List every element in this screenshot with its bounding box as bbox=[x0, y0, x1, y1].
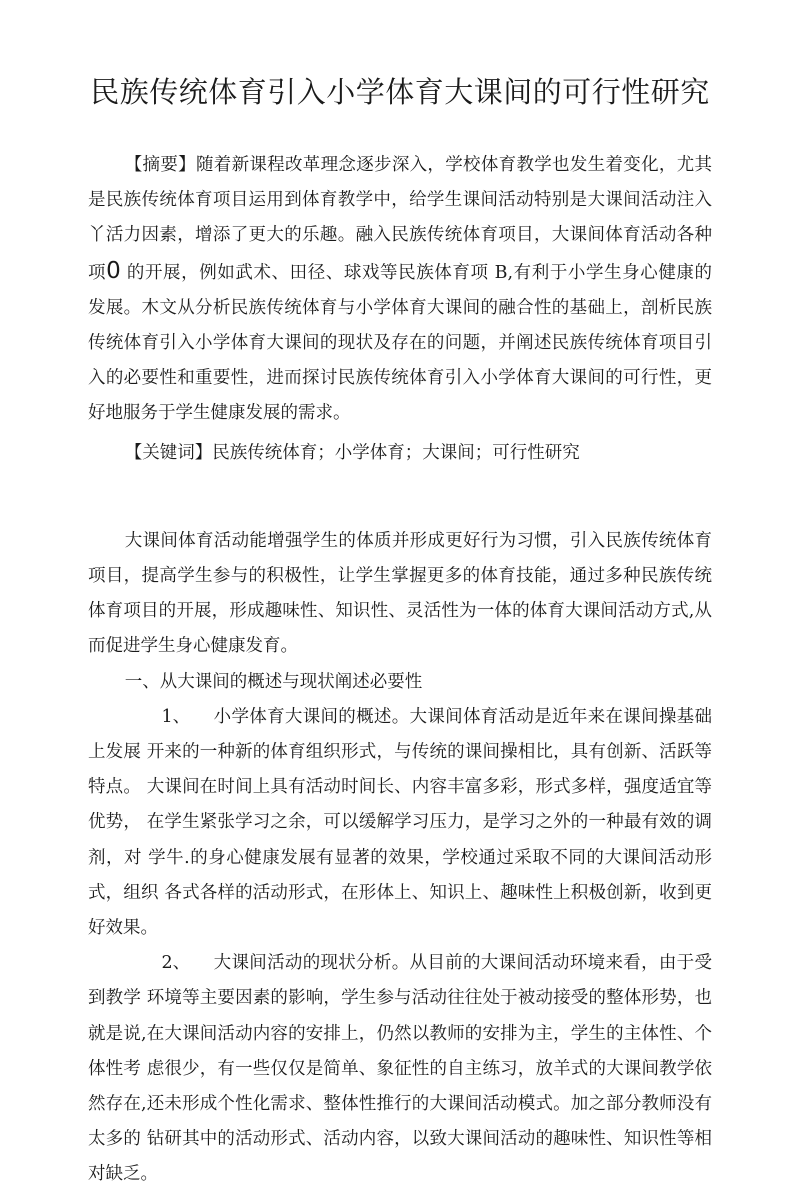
abstract-text: 【摘要】随着新课程改革理念逐步深入，学校体育教学也发生着变化，尤其 是民族传统体育项目运用到体育教学中，给学生课间活动特别是大课间活动注入 丫活力因素，增添了更大的乐趣。融入民族传统体育项目，大课间体育活动各种 项 bbox=[88, 155, 712, 283]
list-item bbox=[88, 700, 712, 946]
abstract-paragraph bbox=[88, 148, 712, 432]
list-item-text: 大课间活动的现状分析。从目前的大课间活动环境来看，由于受到教学 环境等主要因素的影响，学生参与活动往往处于被动接受的整体形势，也就是说,在大课间活动内容的安排上，仍然以教师的安排为主，学生的主体性、个体性考 虑很少，有一些仅仅是简单、象征性的自主练习，放羊式的大课间教学依然存在,还未形成个性化需求、整体性推行的大课间活动模式。加之部分教师没有太多的 钻研其中的活动形式、活动内容，以致大课间活动的趣味性、知识性等相对缺乏。 bbox=[88, 953, 712, 1185]
list-item-number: 1、 bbox=[161, 706, 191, 727]
intro-paragraph: 大课间体育活动能增强学生的体质并形成更好行为习惯，引入民族传统体育 项目，提高学生参与的积极性，让学生掌握更多的体育技能，通过多种民族传统 体育项目的开展，形成趣味性、知识性、灵活性为一体的体育大课间活动方式,从而促进学生身心健康发育。 bbox=[88, 530, 712, 657]
abstract-text-cont: 的开展，例如武术、田径、球戏等民族体育项 B,有利于小学生身心健康的 发展。木文从分析民族传统体育与小学体育大课间的融合性的基础上，剖析民族 传统体育引入小学体育大课间的现状及存在的问题，并阐述民族传统体育项目引 入的必要性和重要性，进而探讨民族传统体育引入小学体育大课间的可行性，更 好地服务于学生健康发展的需求。 bbox=[88, 262, 713, 424]
document-title: 民族传统体育引入小学体育大课间的可行性研究 bbox=[90, 75, 710, 109]
list-item-number: 2、 bbox=[161, 953, 191, 974]
section-heading: 一、从大课间的概述与现状阐述必要性 bbox=[124, 671, 423, 692]
list-item-text: 小学体育大课间的概述。大课间体育活动是近年来在课间操基础上发展 开来的一种新的体育组织形式，与传统的课间操相比，具有创新、活跃等特点。 大课间在时间上具有活动时间长、内容丰富多彩，形式多样，强度适宜等优势， 在学生紧张学习之余，可以缓解学习压力，是学习之外的一种最有效的调剂，对 学牛.的身心健康发展有显著的效果，学校通过采取不同的大课间活动形式，组织 各式各样的活动形式，在形体上、知识上、趣味性上积极创新，收到更好效果。 bbox=[88, 706, 712, 939]
keywords-paragraph: 【关键词】民族传统体育；小学体育；大课间；可行性研究 bbox=[124, 442, 580, 463]
list-item bbox=[88, 946, 712, 1192]
abstract-glyph: 0 bbox=[106, 257, 121, 284]
